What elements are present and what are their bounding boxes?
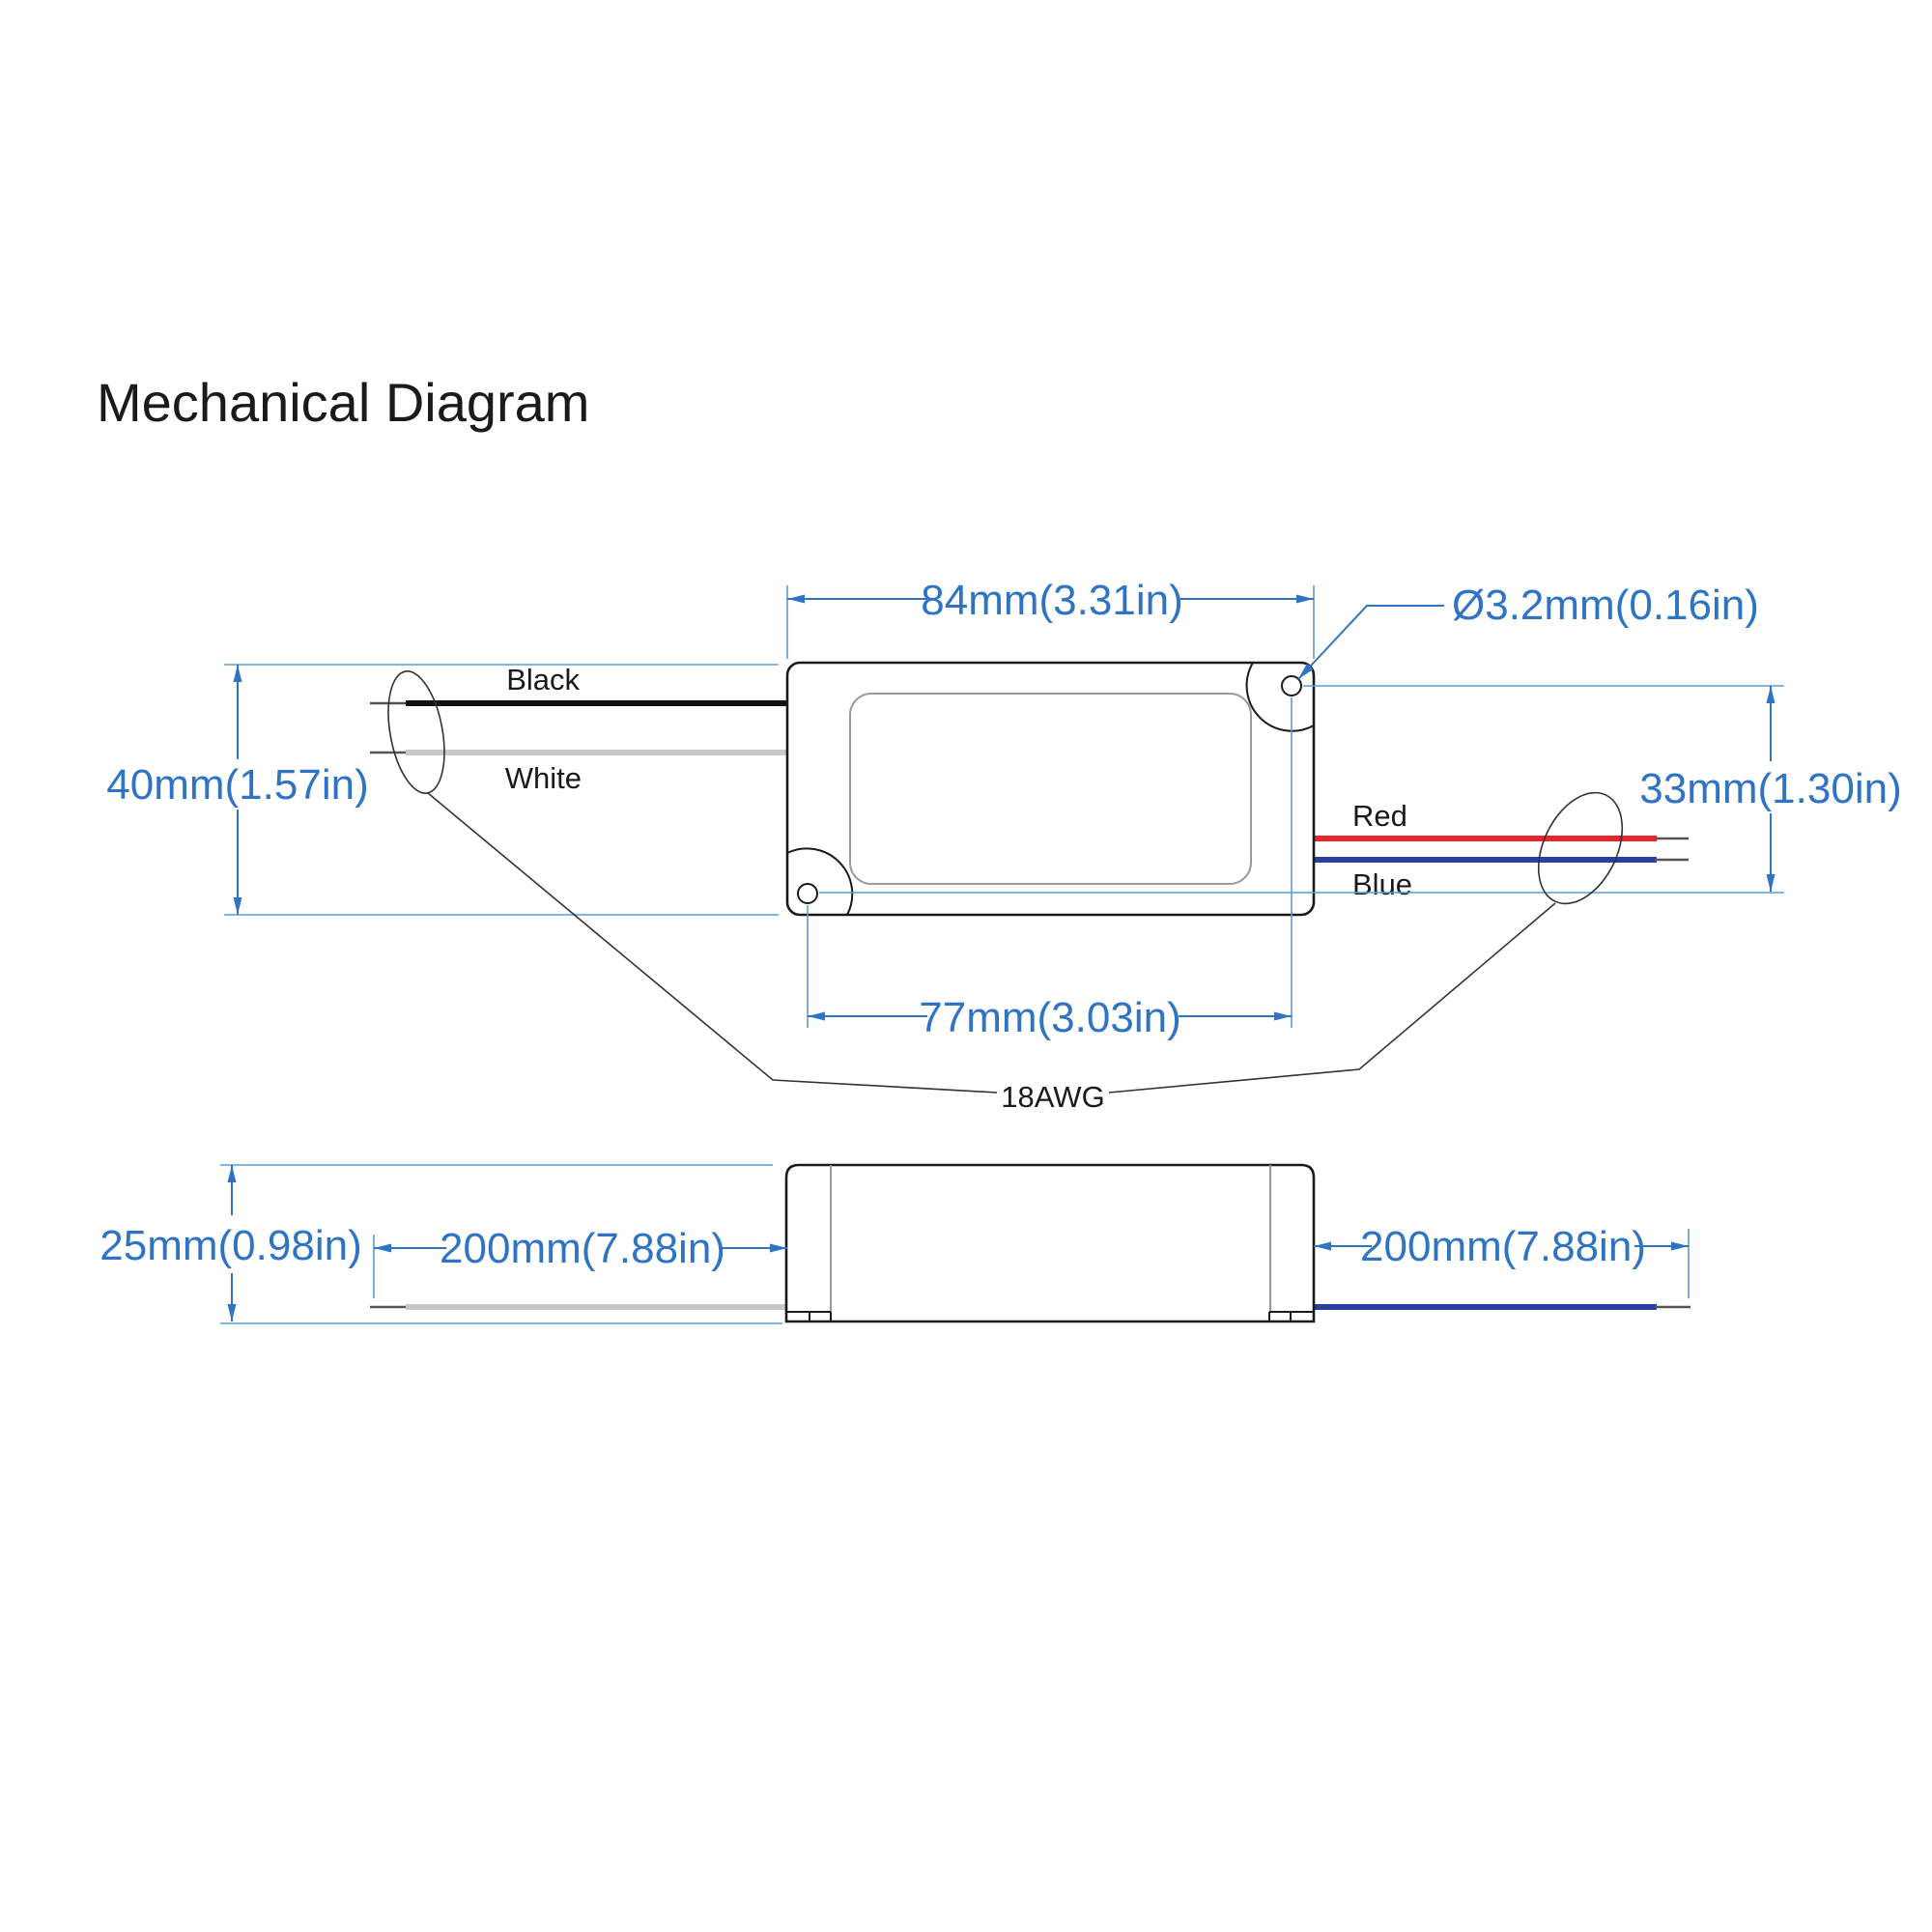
- dimension-input-wire-label: 200mm(7.88in): [440, 1225, 725, 1272]
- dimension-hole-spacing-label: 77mm(3.03in): [919, 994, 1181, 1041]
- hole-diameter-callout: [1298, 582, 1759, 679]
- wire-bundle-ellipse-left: [380, 667, 453, 798]
- dimension-height-label: 40mm(1.57in): [106, 761, 369, 809]
- dimension-side-height-label: 25mm(0.98in): [99, 1222, 362, 1269]
- wire-bundle-ellipse-right: [1521, 780, 1638, 918]
- white-wire-label: White: [504, 761, 582, 795]
- top-view: [370, 663, 1689, 915]
- dimension-input-wire-200mm: [374, 1225, 787, 1298]
- dimension-hole-vertical-label: 33mm(1.30in): [1639, 765, 1902, 812]
- dimension-width-label: 84mm(3.31in): [921, 577, 1183, 624]
- hole-diameter-label: Ø3.2mm(0.16in): [1452, 582, 1759, 629]
- page-title: Mechanical Diagram: [97, 372, 590, 433]
- dimension-output-wire-200mm: [1314, 1223, 1689, 1298]
- enclosure-side-view-case: [786, 1165, 1314, 1321]
- enclosure-top-view-case: [787, 663, 1314, 915]
- blue-wire-label: Blue: [1352, 867, 1413, 901]
- black-wire-label: Black: [506, 663, 580, 696]
- red-wire-label: Red: [1352, 799, 1407, 833]
- dimension-output-wire-label: 200mm(7.88in): [1360, 1223, 1646, 1270]
- wire-gauge-label: 18AWG: [1001, 1080, 1105, 1114]
- dimension-width-84mm: [787, 577, 1314, 659]
